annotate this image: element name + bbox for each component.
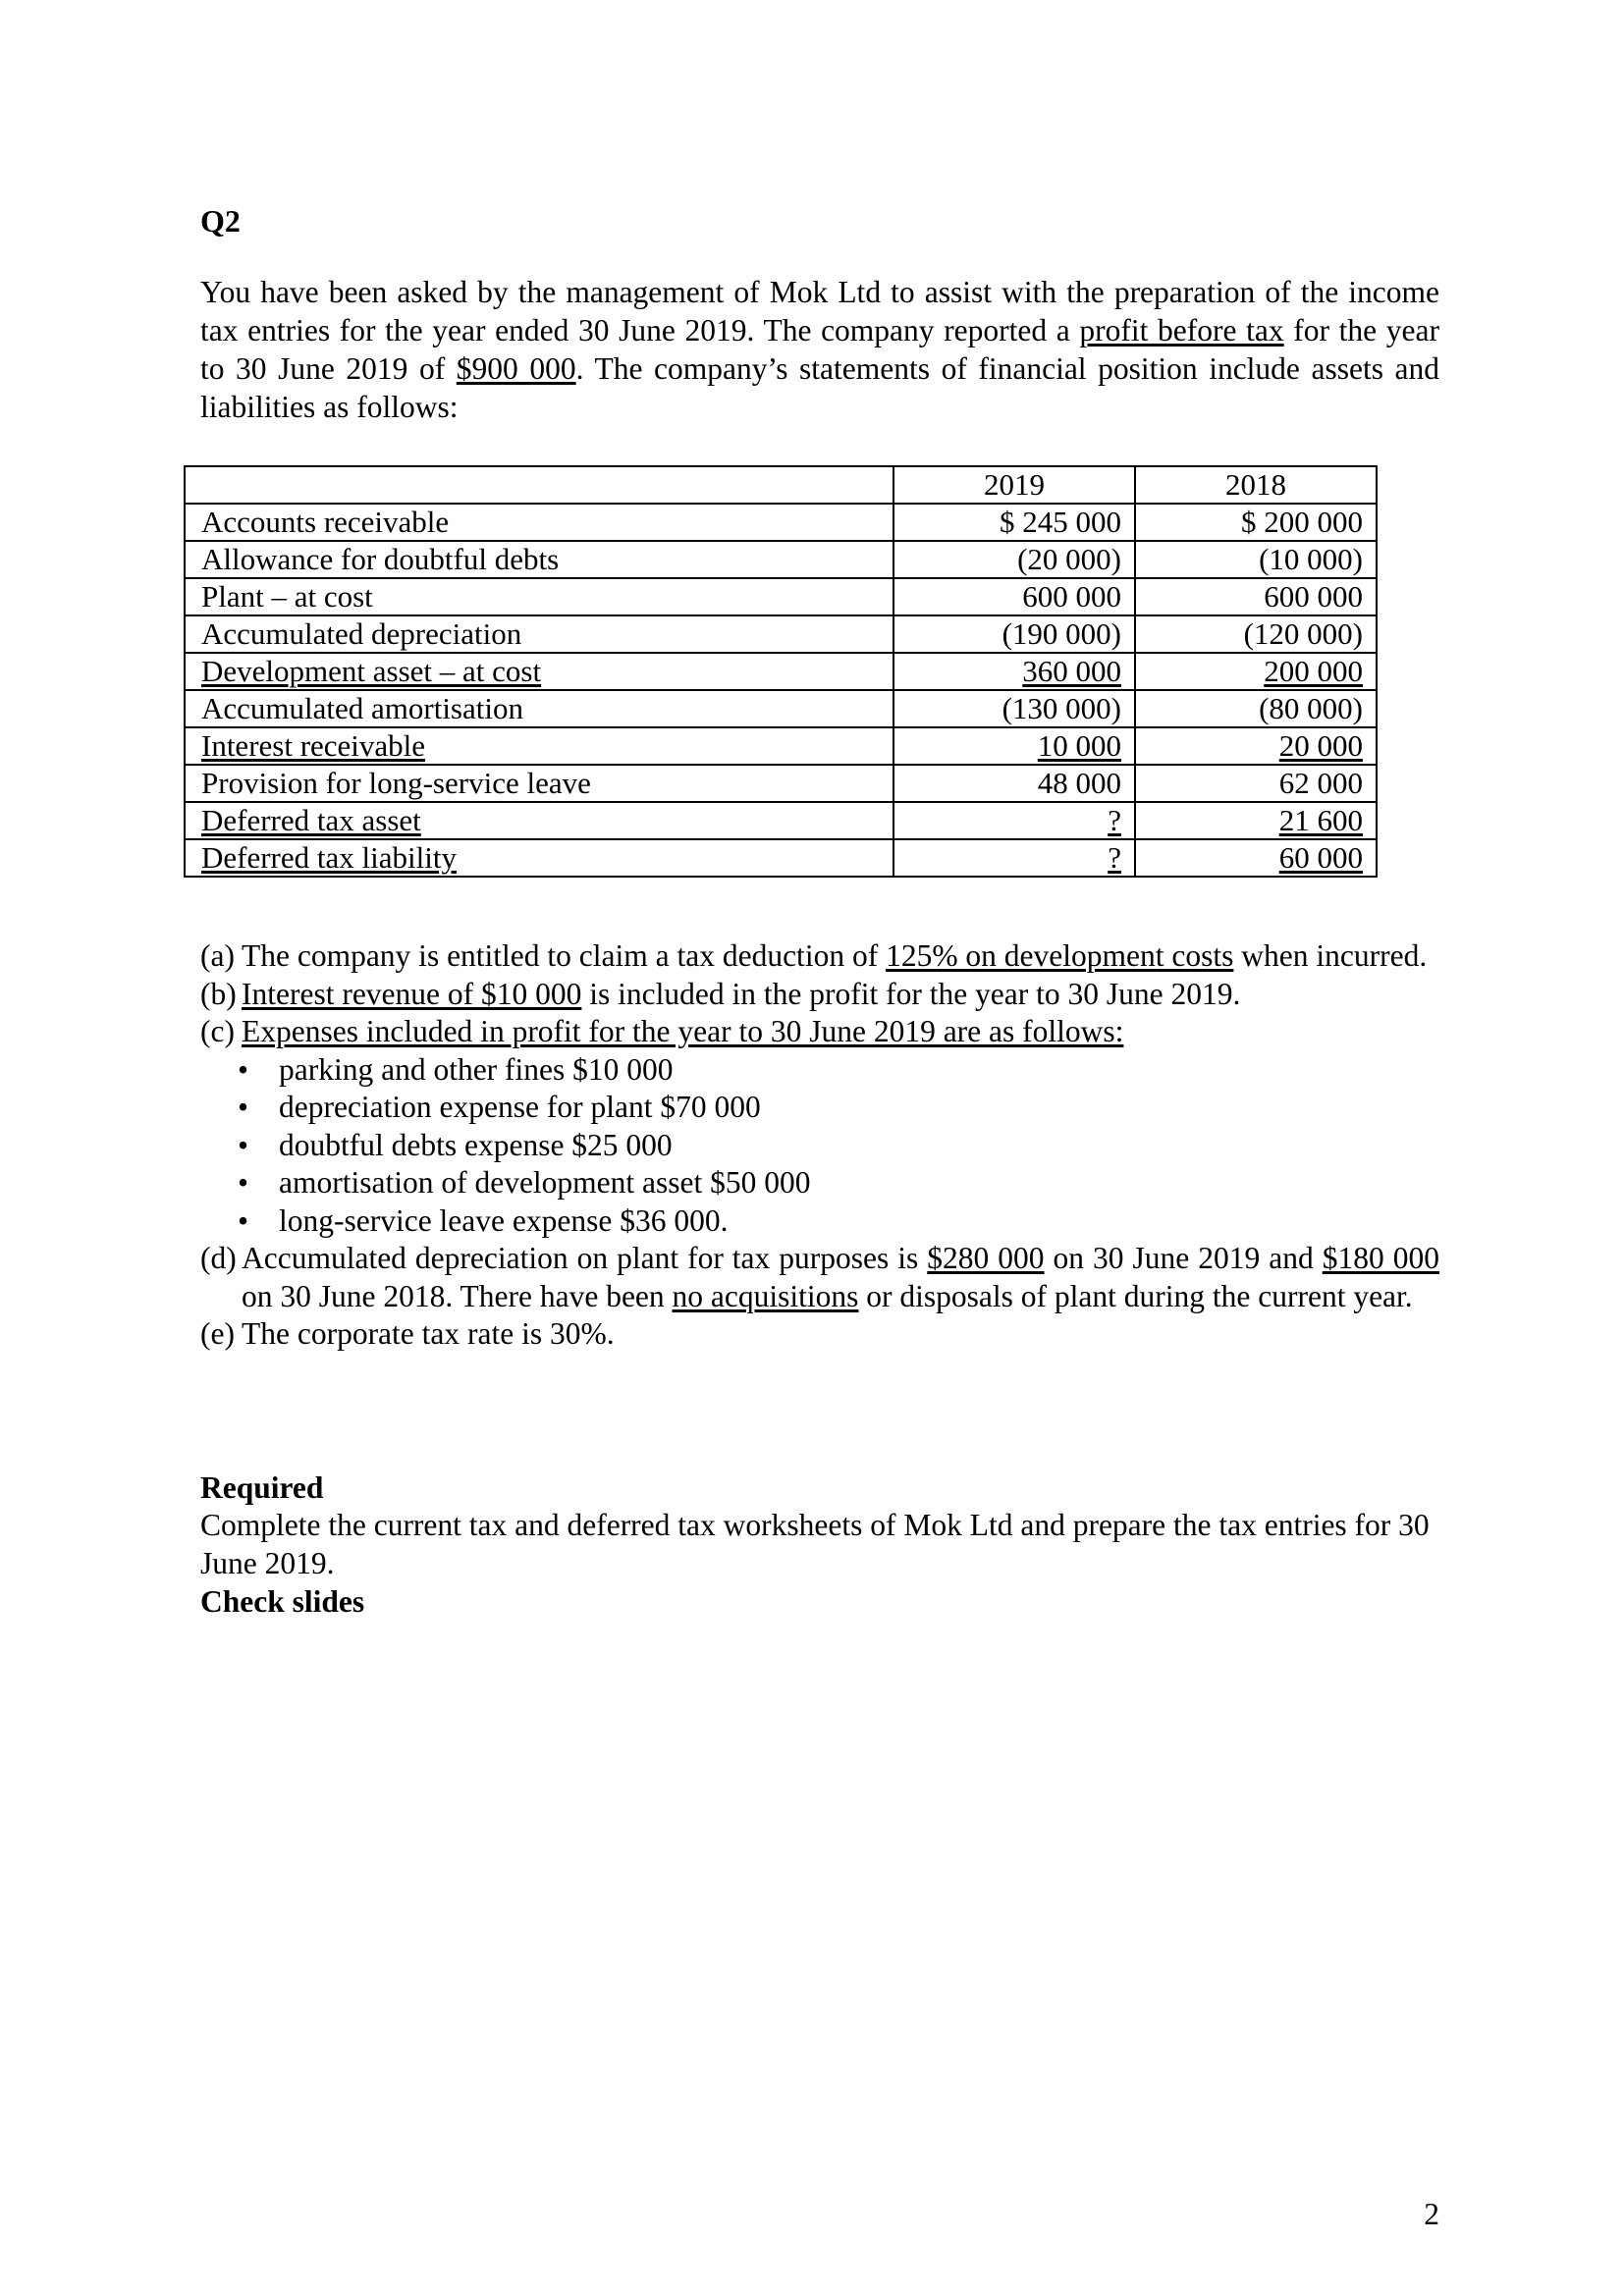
row-value-2018: (120 000)	[1135, 615, 1377, 653]
financial-position-table	[184, 465, 1378, 878]
note-underlined-text: no acquisitions	[672, 1278, 859, 1313]
check-slides-note: Check slides	[200, 1584, 365, 1619]
header-2018: 2018	[1135, 466, 1377, 504]
row-value-2018: $ 200 000	[1135, 504, 1377, 541]
question-title: Q2	[200, 203, 241, 239]
row-value-2018	[1135, 839, 1377, 877]
intro-profit-before-tax: profit before tax	[1079, 313, 1284, 347]
table-row	[185, 765, 1377, 802]
row-label: Provision for long-service leave	[185, 765, 893, 802]
table-row	[185, 653, 1377, 690]
note-b	[200, 976, 1439, 1014]
header-blank-cell	[185, 466, 893, 504]
bullet-icon: •	[238, 1090, 249, 1124]
note-marker: (b)	[200, 976, 237, 1011]
note-text: is included in the profit for the year to 30 June 2019.	[581, 976, 1241, 1011]
row-value-2018: (80 000)	[1135, 690, 1377, 727]
row-label	[185, 727, 893, 765]
row-value-2019	[893, 727, 1135, 765]
table-row	[185, 541, 1377, 578]
list-item-text: depreciation expense for plant $70 000	[279, 1090, 761, 1124]
note-text: The company is entitled to claim a tax deduction of	[242, 938, 887, 973]
row-label	[185, 653, 893, 690]
note-marker: (d)	[200, 1241, 237, 1275]
row-value-2019: 600 000	[893, 578, 1135, 615]
row-value-2019	[893, 653, 1135, 690]
row-label: Accumulated depreciation	[185, 615, 893, 653]
bullet-icon: •	[238, 1165, 249, 1200]
note-c	[200, 1013, 1439, 1051]
note-text: on 30 June 2018. There have been	[242, 1278, 673, 1313]
row-label: Allowance for doubtful debts	[185, 541, 893, 578]
table-row	[185, 615, 1377, 653]
row-value-2019	[893, 802, 1135, 839]
page-number: 2	[1424, 2197, 1439, 2231]
note-text: or disposals of plant during the current year.	[858, 1278, 1413, 1313]
note-underlined-text: Expenses included in profit for the year to 30 June 2019 are as follows:	[242, 1014, 1124, 1048]
row-value-2019: (20 000)	[893, 541, 1135, 578]
row-label-text: Deferred tax asset	[201, 803, 421, 837]
bullet-icon: •	[238, 1051, 249, 1087]
note-underlined-text: Interest revenue of $10 000	[242, 976, 582, 1011]
intro-paragraph	[200, 273, 1439, 426]
row-label: Accounts receivable	[185, 504, 893, 541]
note-underlined-text: $280 000	[927, 1241, 1045, 1275]
note-text: Accumulated depreciation on plant for tax purposes is	[242, 1241, 928, 1275]
row-value-2018-text: 200 000	[1264, 654, 1363, 688]
notes-list	[200, 937, 1439, 1354]
row-label-text: Interest receivable	[201, 728, 426, 763]
row-label	[185, 802, 893, 839]
list-item	[238, 1127, 1439, 1165]
table-header-row	[185, 466, 1377, 504]
note-a	[200, 937, 1439, 976]
bullet-icon: •	[238, 1202, 249, 1238]
bullet-icon: •	[238, 1127, 249, 1162]
list-item	[238, 1089, 1439, 1127]
note-d	[200, 1240, 1439, 1315]
table-row	[185, 839, 1377, 877]
note-text: when incurred.	[1233, 938, 1428, 973]
intro-text-2: for the year to 30 June 2019 of	[200, 313, 1440, 386]
list-item	[238, 1202, 1439, 1241]
list-item-text: parking and other fines $10 000	[279, 1051, 674, 1087]
note-text: on 30 June 2019 and	[1044, 1241, 1323, 1275]
note-e	[200, 1315, 1439, 1354]
table-row	[185, 690, 1377, 727]
required-text: Complete the current tax and deferred tax worksheets of Mok Ltd and prepare the tax entries for 30 June 2019.	[200, 1508, 1430, 1580]
list-item-text: amortisation of development asset $50 000	[279, 1165, 811, 1200]
list-item	[238, 1051, 1439, 1090]
row-label: Plant – at cost	[185, 578, 893, 615]
row-value-2018: (10 000)	[1135, 541, 1377, 578]
row-value-2018	[1135, 802, 1377, 839]
list-item	[238, 1164, 1439, 1202]
intro-text-1: You have been asked by the management of Mok Ltd to assist with the preparation of the income tax entries for the year ended 30 June 2019. The company reported a	[200, 275, 1439, 347]
intro-text-3: . The company’s statements of financial position include assets and liabilities as follows:	[200, 351, 1440, 424]
row-label	[185, 839, 893, 877]
row-value-2019: (190 000)	[893, 615, 1135, 653]
note-underlined-text: 125% on development costs	[886, 938, 1234, 973]
row-value-2019: 48 000	[893, 765, 1135, 802]
list-item-text: doubtful debts expense $25 000	[279, 1127, 673, 1162]
note-marker: (a)	[200, 938, 235, 973]
row-value-2019: (130 000)	[893, 690, 1135, 727]
header-2019: 2019	[893, 466, 1135, 504]
note-underlined-text: $180 000	[1322, 1241, 1439, 1275]
row-label-text: Development asset – at cost	[201, 654, 542, 688]
expense-bullet-list	[200, 1051, 1439, 1241]
row-value-2018-text: 20 000	[1278, 728, 1363, 763]
note-text: The corporate tax rate is 30%.	[242, 1316, 615, 1351]
row-value-2019-text: 360 000	[1022, 654, 1121, 688]
table-row	[185, 727, 1377, 765]
required-heading: Required	[200, 1470, 324, 1505]
note-marker: (e)	[200, 1316, 235, 1351]
row-label-text: Deferred tax liability	[201, 840, 457, 875]
row-value-2019	[893, 839, 1135, 877]
row-value-2019-text: ?	[1108, 840, 1121, 875]
row-label: Accumulated amortisation	[185, 690, 893, 727]
note-marker: (c)	[200, 1014, 235, 1048]
row-value-2018-text: 60 000	[1278, 840, 1363, 875]
table-row	[185, 802, 1377, 839]
row-value-2019-text: 10 000	[1037, 728, 1121, 763]
row-value-2019: $ 245 000	[893, 504, 1135, 541]
row-value-2018	[1135, 653, 1377, 690]
row-value-2018: 62 000	[1135, 765, 1377, 802]
row-value-2018	[1135, 727, 1377, 765]
table-row	[185, 504, 1377, 541]
row-value-2018-text: 21 600	[1278, 803, 1363, 837]
intro-profit-amount: $900 000	[456, 351, 576, 386]
list-item-text: long-service leave expense $36 000.	[279, 1202, 729, 1238]
table-row	[185, 578, 1377, 615]
row-value-2019-text: ?	[1108, 803, 1121, 837]
row-value-2018: 600 000	[1135, 578, 1377, 615]
